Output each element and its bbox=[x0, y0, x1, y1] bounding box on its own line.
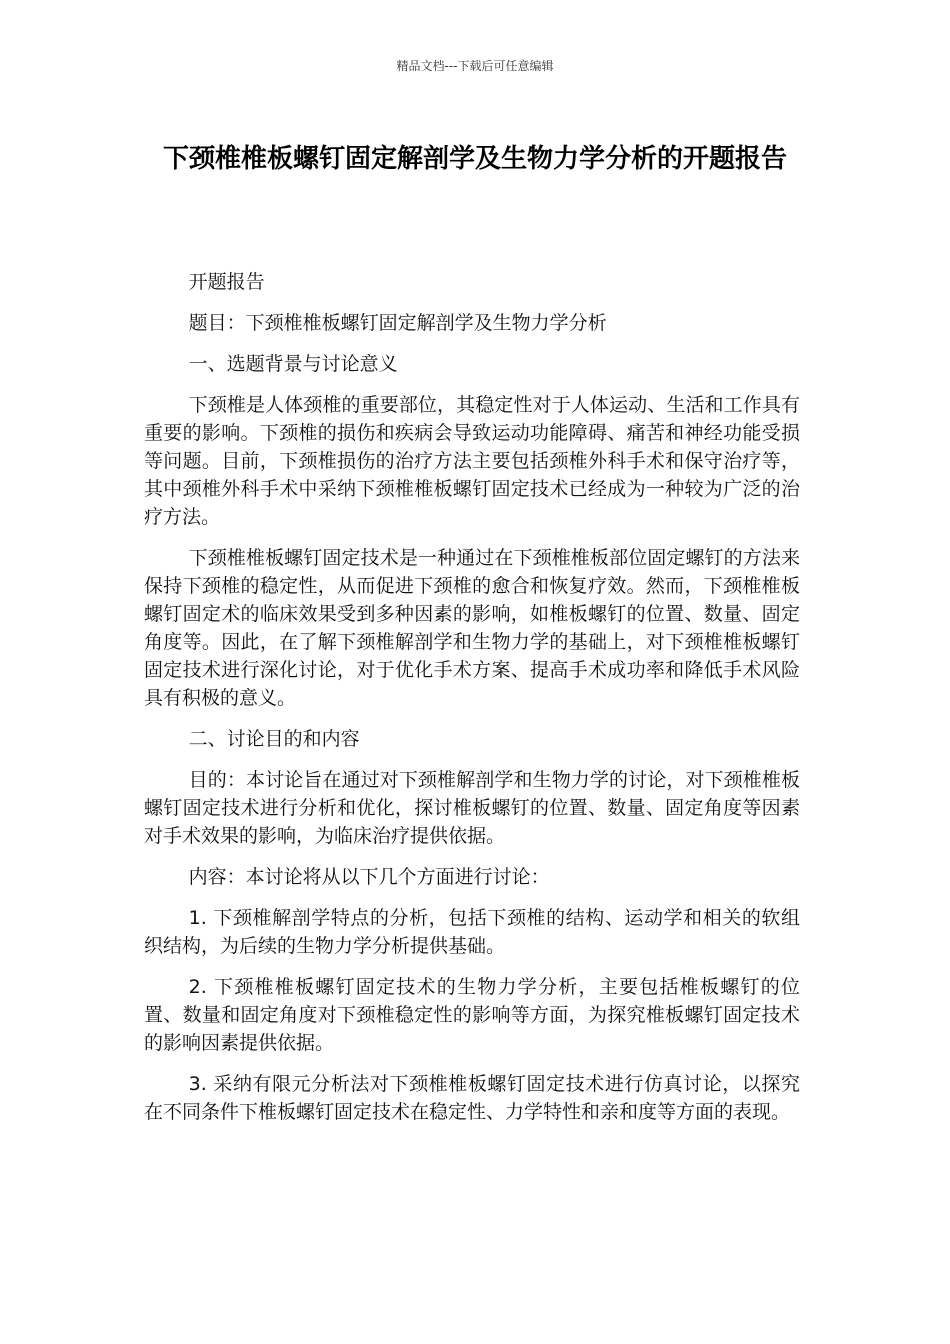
section-heading-background: 一、选题背景与讨论意义 bbox=[188, 353, 398, 375]
section-heading-purpose: 二、讨论目的和内容 bbox=[188, 728, 360, 750]
document-body bbox=[144, 268, 800, 1139]
list-item-1: 1. 下颈椎解剖学特点的分析，包括下颈椎的结构、运动学和相关的软组织结构，为后续的生物力学分析提供基础。 bbox=[144, 907, 800, 957]
list-item-3: 3. 采纳有限元分析法对下颈椎椎板螺钉固定技术进行仿真讨论，以探究在不同条件下椎板螺钉固定技术在稳定性、力学特性和亲和度等方面的表现。 bbox=[144, 1073, 800, 1123]
paragraph-background-2: 下颈椎椎板螺钉固定技术是一种通过在下颈椎椎板部位固定螺钉的方法来保持下颈椎的稳定性，从而促进下颈椎的愈合和恢复疗效。然而，下颈椎椎板螺钉固定术的临床效果受到多种因素的影响，如椎板螺钉的位置、数量、固定角度等。因此，在了解下颈椎解剖学和生物力学的基础上，对下颈椎椎板螺钉固定技术进行深化讨论，对于优化手术方案、提高手术成功率和降低手术风险具有积极的意义。 bbox=[144, 547, 800, 709]
header-note: 精品文档---下载后可任意编辑 bbox=[396, 59, 554, 73]
paragraph-background-1: 下颈椎是人体颈椎的重要部位，其稳定性对于人体运动、生活和工作具有重要的影响。下颈椎的损伤和疾病会导致运动功能障碍、痛苦和神经功能受损等问题。目前，下颈椎损伤的治疗方法主要包括颈椎外科手术和保守治疗等，其中颈椎外科手术中采纳下颈椎椎板螺钉固定技术已经成为一种较为广泛的治疗方法。 bbox=[144, 394, 800, 528]
paragraph-purpose: 目的：本讨论旨在通过对下颈椎解剖学和生物力学的讨论，对下颈椎椎板螺钉固定技术进行分析和优化，探讨椎板螺钉的位置、数量、固定角度等因素对手术效果的影响，为临床治疗提供依据。 bbox=[144, 769, 800, 847]
paragraph-topic: 题目：下颈椎椎板螺钉固定解剖学及生物力学分析 bbox=[188, 312, 607, 334]
paragraph-report-label: 开题报告 bbox=[188, 271, 265, 293]
paragraph-content-intro: 内容：本讨论将从以下几个方面进行讨论： bbox=[188, 866, 550, 888]
list-item-2: 2. 下颈椎椎板螺钉固定技术的生物力学分析，主要包括椎板螺钉的位置、数量和固定角度对下颈椎稳定性的影响等方面，为探究椎板螺钉固定技术的影响因素提供依据。 bbox=[144, 976, 800, 1054]
document-title: 下颈椎椎板螺钉固定解剖学及生物力学分析的开题报告 bbox=[162, 144, 787, 174]
